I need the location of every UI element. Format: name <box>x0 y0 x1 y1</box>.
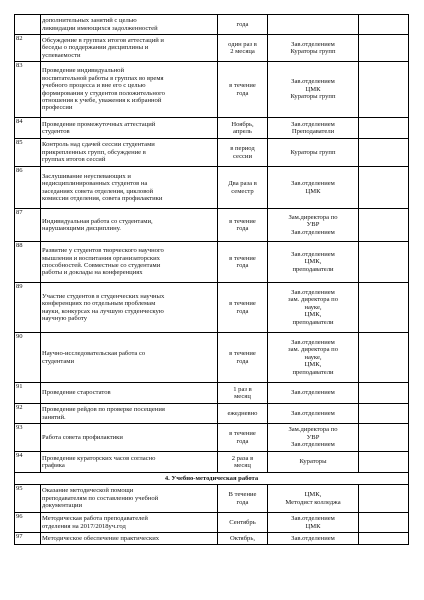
responsible-cell <box>268 452 359 473</box>
activity-cell-line: студентов <box>42 128 70 135</box>
table-row <box>15 118 409 139</box>
responsible-cell <box>268 62 359 118</box>
activity-cell-line: Проведение промежуточных аттестаций <box>42 120 156 128</box>
activity-cell-line: Методическая работа преподавателей <box>42 515 148 523</box>
activity-cell-line: графика <box>42 462 65 469</box>
notes-cell <box>359 35 409 62</box>
plan-rows <box>15 15 409 473</box>
responsible-cell-line: Зав.отделением <box>291 515 335 523</box>
row-number: 94 <box>15 452 41 473</box>
activity-cell-line: Проведение старостатов <box>42 389 111 397</box>
timing-cell <box>218 242 268 283</box>
notes-cell <box>359 118 409 139</box>
responsible-cell-line: Зав.отделением <box>291 389 335 397</box>
responsible-cell-line: Методист колледжа <box>285 498 341 506</box>
row-number: 86 <box>15 167 41 209</box>
timing-cell <box>218 62 268 118</box>
responsible-cell <box>268 404 359 424</box>
notes-cell <box>359 139 409 167</box>
timing-cell-line: в течение <box>229 350 256 358</box>
timing-cell-line: Октябрь, <box>229 534 255 542</box>
responsible-cell <box>268 209 359 242</box>
activity-cell-line: беседы о поддержании дисциплины и <box>42 44 149 52</box>
timing-cell <box>218 485 268 513</box>
responsible-cell-line: зам. директора по <box>287 346 338 354</box>
activity-cell-line: занятий. <box>42 413 66 421</box>
responsible-cell-line: Зав.отделением <box>291 78 335 86</box>
activity-cell-line: Проведение кураторских часов согласно <box>42 454 156 462</box>
activity-cell-line: Обсуждение в группах итогов аттестаций и <box>42 36 164 44</box>
responsible-cell <box>268 533 359 545</box>
notes-cell <box>359 209 409 242</box>
responsible-cell <box>268 333 359 383</box>
responsible-cell <box>268 383 359 404</box>
timing-cell-line: Ноябрь, <box>231 120 254 128</box>
timing-cell <box>218 15 268 35</box>
timing-cell-line: 2 раза в <box>231 454 254 462</box>
timing-cell-line: месяц <box>234 462 251 469</box>
notes-cell <box>359 452 409 473</box>
plan-rows-methodical <box>15 485 409 545</box>
notes-cell <box>359 404 409 424</box>
responsible-cell <box>268 35 359 62</box>
responsible-cell-line: ЦМК, <box>304 258 322 266</box>
row-number: 95 <box>15 485 41 513</box>
table-row <box>15 15 409 35</box>
row-number: 93 <box>15 424 41 452</box>
timing-cell <box>218 383 268 404</box>
responsible-cell-line: Зав.отделением <box>291 120 335 128</box>
table-row <box>15 383 409 404</box>
responsible-cell-line: Зам.директора по <box>288 213 338 221</box>
notes-cell <box>359 513 409 533</box>
timing-cell <box>218 118 268 139</box>
activity-cell-line: Проведение рейдов по проверке посещения <box>42 406 165 414</box>
row-number: 91 <box>15 383 41 404</box>
table-row <box>15 283 409 333</box>
responsible-cell-line: Зав.отделением <box>291 250 335 258</box>
timing-cell-line: один раз в <box>228 40 257 48</box>
activity-cell <box>41 283 218 333</box>
table-row <box>15 404 409 424</box>
activity-cell-line: Оказание методической помощи <box>42 487 134 495</box>
activity-cell <box>41 35 218 62</box>
table-row <box>15 424 409 452</box>
responsible-cell-line: Кураторы групп <box>290 148 336 156</box>
activity-cell-line: группах итогов сессий <box>42 156 106 164</box>
activity-cell-line: Проведение индивидуальной <box>42 67 124 75</box>
activity-cell-line: отношения к учебе, уважения к избранной <box>42 96 162 104</box>
activity-cell <box>41 209 218 242</box>
activity-cell-line: воспитательной работы в группах во время <box>42 74 164 82</box>
responsible-cell-line: Зав.отделением <box>291 441 335 449</box>
row-number: 85 <box>15 139 41 167</box>
notes-cell <box>359 333 409 383</box>
activity-cell-line: заседаниях совета отделения, цикловой <box>42 187 154 195</box>
table-row <box>15 452 409 473</box>
activity-cell-line: отделения на 2017/2018уч.год <box>42 522 126 530</box>
activity-cell-line: профессии <box>42 104 73 112</box>
activity-cell-line: Методическое обеспечение практических <box>42 534 160 542</box>
activity-cell-line: комиссии отделения, совета профилактики <box>42 194 163 202</box>
timing-cell-line: 2 месяца <box>230 48 255 55</box>
activity-cell-line: Развитие у студентов творческого научного <box>42 247 164 255</box>
table-row <box>15 139 409 167</box>
activity-cell <box>41 242 218 283</box>
responsible-cell <box>268 424 359 452</box>
row-number: 83 <box>15 62 41 118</box>
responsible-cell-line: Зав.отделением <box>291 288 335 296</box>
table-row <box>15 513 409 533</box>
responsible-cell <box>268 139 359 167</box>
section-header-row <box>15 473 409 485</box>
activity-cell <box>41 533 218 545</box>
responsible-cell-line: Зав.отделением <box>291 228 335 236</box>
activity-cell <box>41 139 218 167</box>
responsible-cell-line: преподаватели <box>292 318 334 326</box>
row-number: 97 <box>15 533 41 545</box>
responsible-cell-line: ЦМК, <box>304 361 322 369</box>
timing-cell-line: месяц <box>234 393 251 400</box>
notes-cell <box>359 424 409 452</box>
responsible-cell-line: Кураторы групп <box>290 93 336 101</box>
timing-cell <box>218 452 268 473</box>
activity-cell-line: мышления и воспитания организаторских <box>42 254 160 262</box>
timing-cell-line: года <box>236 437 249 445</box>
responsible-cell-line: Кураторы групп <box>290 48 336 55</box>
activity-cell-line: преподавателям по составлению учебной <box>42 494 159 502</box>
notes-cell <box>359 242 409 283</box>
activity-cell-line: научную работу <box>42 314 88 322</box>
timing-cell <box>218 333 268 383</box>
responsible-cell-line: науке, <box>304 303 322 311</box>
table-row <box>15 62 409 118</box>
row-number <box>15 15 41 35</box>
activity-cell-line: ликвидации имеющихся задолженностей <box>42 24 158 32</box>
timing-cell-line: года <box>236 307 249 315</box>
timing-cell <box>218 424 268 452</box>
table-row <box>15 533 409 545</box>
table-row <box>15 209 409 242</box>
table-row <box>15 35 409 62</box>
notes-cell <box>359 15 409 35</box>
table-row <box>15 167 409 209</box>
timing-cell <box>218 209 268 242</box>
activity-cell-line: документации <box>42 502 83 510</box>
timing-cell <box>218 533 268 545</box>
activity-cell <box>41 485 218 513</box>
activity-cell <box>41 15 218 35</box>
activity-cell-line: Заслушивание неуспевающих и <box>42 172 131 180</box>
activity-cell-line: студентами <box>42 357 75 365</box>
responsible-cell-line: Зав.отделением <box>291 180 335 188</box>
activity-cell <box>41 167 218 209</box>
timing-cell-line: года <box>236 89 249 97</box>
responsible-cell <box>268 283 359 333</box>
activity-cell-line: Работа совета профилактики <box>42 433 123 441</box>
activity-cell <box>41 424 218 452</box>
timing-cell-line: года <box>236 225 249 232</box>
activity-cell <box>41 404 218 424</box>
timing-cell-line: в течение <box>229 217 256 225</box>
timing-cell-line: года <box>236 262 249 269</box>
timing-cell-line: в течение <box>229 82 256 90</box>
timing-cell-line: ежедневно <box>227 409 258 417</box>
timing-cell-line: в течение <box>229 300 256 308</box>
activity-cell-line: нарушающими дисциплину. <box>42 225 121 232</box>
activity-cell <box>41 333 218 383</box>
activity-cell-line: прикрепленных групп, обсуждение в <box>42 148 146 156</box>
activity-cell-line: Контроль над сдачей сессии студентами <box>42 141 155 149</box>
timing-cell <box>218 404 268 424</box>
row-number: 87 <box>15 209 41 242</box>
activity-cell-line: успеваемости <box>42 51 81 59</box>
table-row <box>15 333 409 383</box>
responsible-cell-line: Зав.отделением <box>291 40 335 48</box>
responsible-cell-line: УВР <box>306 221 320 229</box>
timing-cell-line: года <box>236 20 249 28</box>
responsible-cell-line: науке, <box>304 353 322 361</box>
timing-cell <box>218 513 268 533</box>
responsible-cell-line: Преподаватели <box>291 128 335 135</box>
activity-cell <box>41 118 218 139</box>
notes-cell <box>359 62 409 118</box>
responsible-cell-line: Зав.отделением <box>291 409 335 417</box>
responsible-cell <box>268 15 359 35</box>
timing-cell <box>218 139 268 167</box>
timing-cell <box>218 283 268 333</box>
timing-cell-line: в течение <box>229 254 256 262</box>
timing-cell-line: семестр <box>231 187 254 195</box>
table-row <box>15 485 409 513</box>
activity-cell <box>41 452 218 473</box>
table-row <box>15 242 409 283</box>
row-number: 84 <box>15 118 41 139</box>
activity-cell-line: способностей. Совместные со студентами <box>42 262 161 269</box>
activity-cell-line: Индивидуальная работа со студентами, <box>42 217 153 225</box>
responsible-cell-line: УВР <box>306 433 320 441</box>
timing-cell <box>218 35 268 62</box>
row-number: 96 <box>15 513 41 533</box>
responsible-cell-line: зам. директора по <box>287 296 338 304</box>
responsible-cell-line: ЦМК, <box>304 491 322 499</box>
row-number: 92 <box>15 404 41 424</box>
responsible-cell-line: ЦМК <box>305 85 321 93</box>
responsible-cell <box>268 513 359 533</box>
notes-cell <box>359 485 409 513</box>
activity-cell <box>41 513 218 533</box>
row-number: 90 <box>15 333 41 383</box>
row-number: 88 <box>15 242 41 283</box>
section-title: 4. Учебно-методическая работа <box>15 473 409 485</box>
notes-cell <box>359 283 409 333</box>
activity-cell-line: дополнительных занятий с целью <box>42 17 137 25</box>
timing-cell-line: года <box>236 498 249 506</box>
responsible-cell <box>268 242 359 283</box>
responsible-cell-line: Кураторы <box>299 458 327 466</box>
responsible-cell-line: преподаватели <box>292 368 334 376</box>
timing-cell-line: Сентябрь <box>229 518 256 526</box>
notes-cell <box>359 533 409 545</box>
activity-cell-line: науки, конкурсах на лучшую студенческую <box>42 307 164 315</box>
responsible-cell-line: Зав.отделением <box>291 338 335 346</box>
timing-cell-line: 1 раз в <box>233 385 252 393</box>
activity-cell-line: работы и доклады на конференциях <box>42 269 143 277</box>
row-number: 89 <box>15 283 41 333</box>
activity-cell-line: Участие студентов в студенческих научных <box>42 292 165 300</box>
timing-cell-line: в течение <box>229 430 256 438</box>
activity-cell <box>41 62 218 118</box>
responsible-cell-line: Зам.директора по <box>288 426 338 434</box>
activity-cell-line: учебного процесса и вне его с целью <box>42 82 146 90</box>
responsible-cell-line: Зав.отделением <box>291 534 335 542</box>
responsible-cell <box>268 118 359 139</box>
notes-cell <box>359 383 409 404</box>
responsible-cell-line: ЦМК, <box>304 311 322 319</box>
activity-cell <box>41 383 218 404</box>
timing-cell-line: Два раза в <box>228 180 257 188</box>
plan-table <box>14 14 409 545</box>
timing-cell-line: В течение <box>228 491 257 499</box>
responsible-cell-line: ЦМК <box>305 522 321 530</box>
activity-cell-line: конференциях по отдельным проблемам <box>42 300 156 308</box>
activity-cell-line: формирования у студентов положительного <box>42 89 165 97</box>
timing-cell <box>218 167 268 209</box>
notes-cell <box>359 167 409 209</box>
timing-cell-line: сессии <box>232 152 252 160</box>
timing-cell-line: апрель <box>233 128 252 135</box>
activity-cell-line: недисциплинированных студентов на <box>42 180 148 188</box>
activity-cell-line: Научно-исследовательская работа со <box>42 350 146 358</box>
row-number: 82 <box>15 35 41 62</box>
timing-cell-line: года <box>236 357 249 365</box>
timing-cell-line: в период <box>230 145 255 153</box>
responsible-cell <box>268 485 359 513</box>
responsible-cell <box>268 167 359 209</box>
responsible-cell-line: преподаватели <box>292 265 334 273</box>
responsible-cell-line: ЦМК <box>305 187 321 195</box>
